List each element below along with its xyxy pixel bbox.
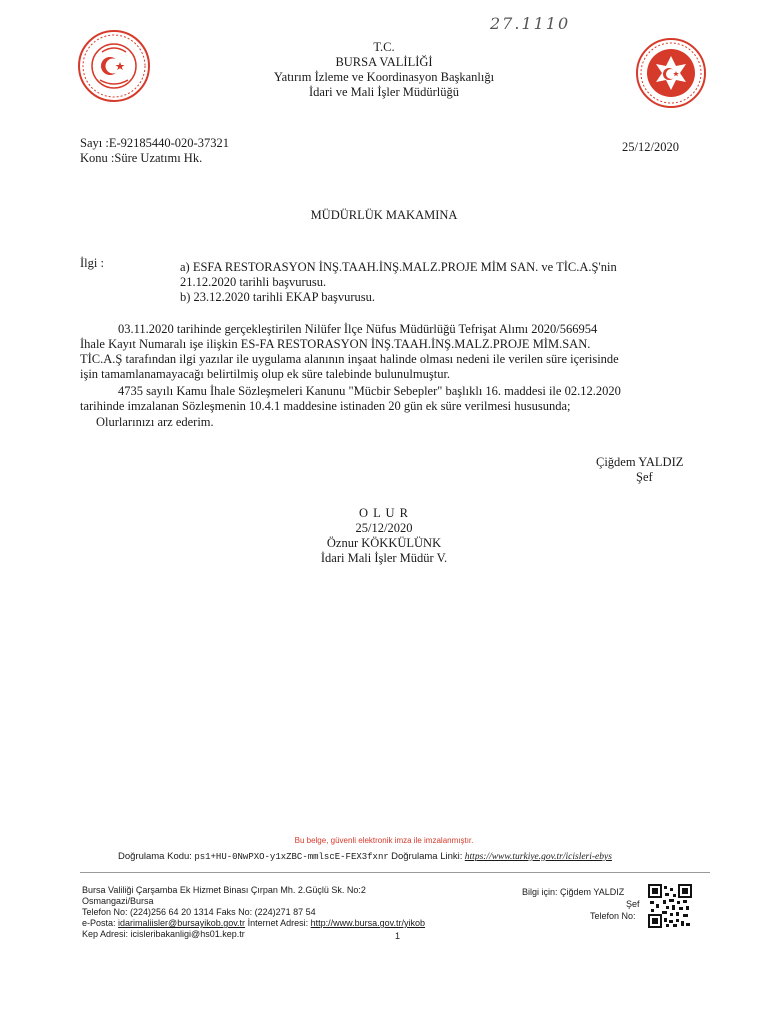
email-link[interactable]: idarimaliisler@bursayikob.gov.tr xyxy=(118,918,246,928)
page-number: 1 xyxy=(395,931,401,941)
info-phone: Telefon No: xyxy=(590,911,636,921)
ilgi-a-line2: 21.12.2020 tarihli başvurusu. xyxy=(180,275,327,289)
info-contact: Bilgi için: Çiğdem YALDIZ xyxy=(522,887,625,897)
verify-code-label: Doğrulama Kodu: xyxy=(118,851,192,862)
web-label: İnternet Adresi: xyxy=(247,918,309,928)
verify-link-label: Doğrulama Linki: xyxy=(391,851,463,862)
footer-contact-line xyxy=(82,918,425,929)
footer-address-line2: Osmangazi/Bursa xyxy=(82,896,154,906)
verify-link[interactable]: https://www.turkiye.gov.tr/icisleri-ebys xyxy=(464,852,612,862)
info-title: Şef xyxy=(626,899,640,909)
handwritten-note: 27.1110 xyxy=(490,14,571,33)
body-paragraph1-line4: işin tamamlanamayacağı belirtilmiş olup ek süre talebinde bulunulmuştur. xyxy=(80,367,451,381)
header-governorate: BURSA VALİLİĞİ xyxy=(335,55,433,69)
footer-address-line1: Bursa Valiliği Çarşamba Ek Hizmet Binası Çırpan Mh. 2.Güçlü Sk. No:2 xyxy=(82,885,366,895)
ilgi-b: b) 23.12.2020 tarihli EKAP başvurusu. xyxy=(180,290,376,304)
approval-date: 25/12/2020 xyxy=(355,521,413,535)
body-paragraph2-line1: 4735 sayılı Kamu İhale Sözleşmeleri Kanunu "Mücbir Sebepler" başlıklı 16. maddesi ile 02.12.2020 xyxy=(118,384,621,398)
verify-code: ps1+HU-0NwPXO-y1xZBC-mmlscE-FEX3fxnr xyxy=(194,852,389,862)
approval-name: Öznur KÖKKÜLÜNK xyxy=(326,536,442,550)
email-label: e-Posta: xyxy=(82,918,116,928)
footer-phone: Telefon No: (224)256 64 20 1314 Faks No: (224)271 87 54 xyxy=(82,907,316,917)
document-date: 25/12/2020 xyxy=(622,140,679,154)
signer-title: Şef xyxy=(636,470,653,484)
body-closing: Olurlarınızı arz ederim. xyxy=(96,415,214,429)
header-department: Yatırım İzleme ve Koordinasyon Başkanlığı xyxy=(273,70,495,84)
web-link[interactable]: http://www.bursa.gov.tr/yikob xyxy=(310,918,426,928)
footer-divider xyxy=(80,872,710,873)
document-number: Sayı :E-92185440-020-37321 xyxy=(80,136,229,150)
signer-name: Çiğdem YALDIZ xyxy=(596,455,684,469)
header-directorate: İdari ve Mali İşler Müdürlüğü xyxy=(309,85,459,99)
body-paragraph1-line1: 03.11.2020 tarihinde gerçekleştirilen Nilüfer İlçe Nüfus Müdürlüğü Tefrişat Alımı 2020/566954 xyxy=(118,322,598,336)
verification-line xyxy=(118,851,612,862)
ilgi-label: İlgi : xyxy=(80,256,104,270)
approval-olur: O L U R xyxy=(359,506,409,520)
esign-notice: Bu belge, güvenli elektronik imza ile imzalanmıştır. xyxy=(294,836,474,845)
body-paragraph2-line2: tarihinde imzalanan Sözleşmenin 10.4.1 maddesine istinaden 20 gün ek süre verilmesi hususunda; xyxy=(80,399,571,413)
document-subject: Konu :Süre Uzatımı Hk. xyxy=(80,151,203,165)
addressee: MÜDÜRLÜK MAKAMINA xyxy=(310,208,458,222)
footer-kep: Kep Adresi: icisleribakanligi@hs01.kep.tr xyxy=(82,929,245,939)
approval-title: İdari Mali İşler Müdür V. xyxy=(320,551,448,565)
body-paragraph1-line2: İhale Kayıt Numaralı işe ilişkin ES-FA RESTORASYON İNŞ.TAAH.İNŞ.MALZ.PROJE MİM.SAN. xyxy=(80,337,591,351)
body-paragraph1-line3: TİC.A.Ş tarafından ilgi yazılar ile uygulama alanının inşaat halinde olması nedeni ile verilen süre içerisinde xyxy=(80,352,619,366)
qr-code-icon[interactable] xyxy=(648,884,692,928)
ilgi-a-line1: a) ESFA RESTORASYON İNŞ.TAAH.İNŞ.MALZ.PROJE MİM SAN. ve TİC.A.Ş'nin xyxy=(180,260,617,274)
header-tc: T.C. xyxy=(373,40,395,54)
